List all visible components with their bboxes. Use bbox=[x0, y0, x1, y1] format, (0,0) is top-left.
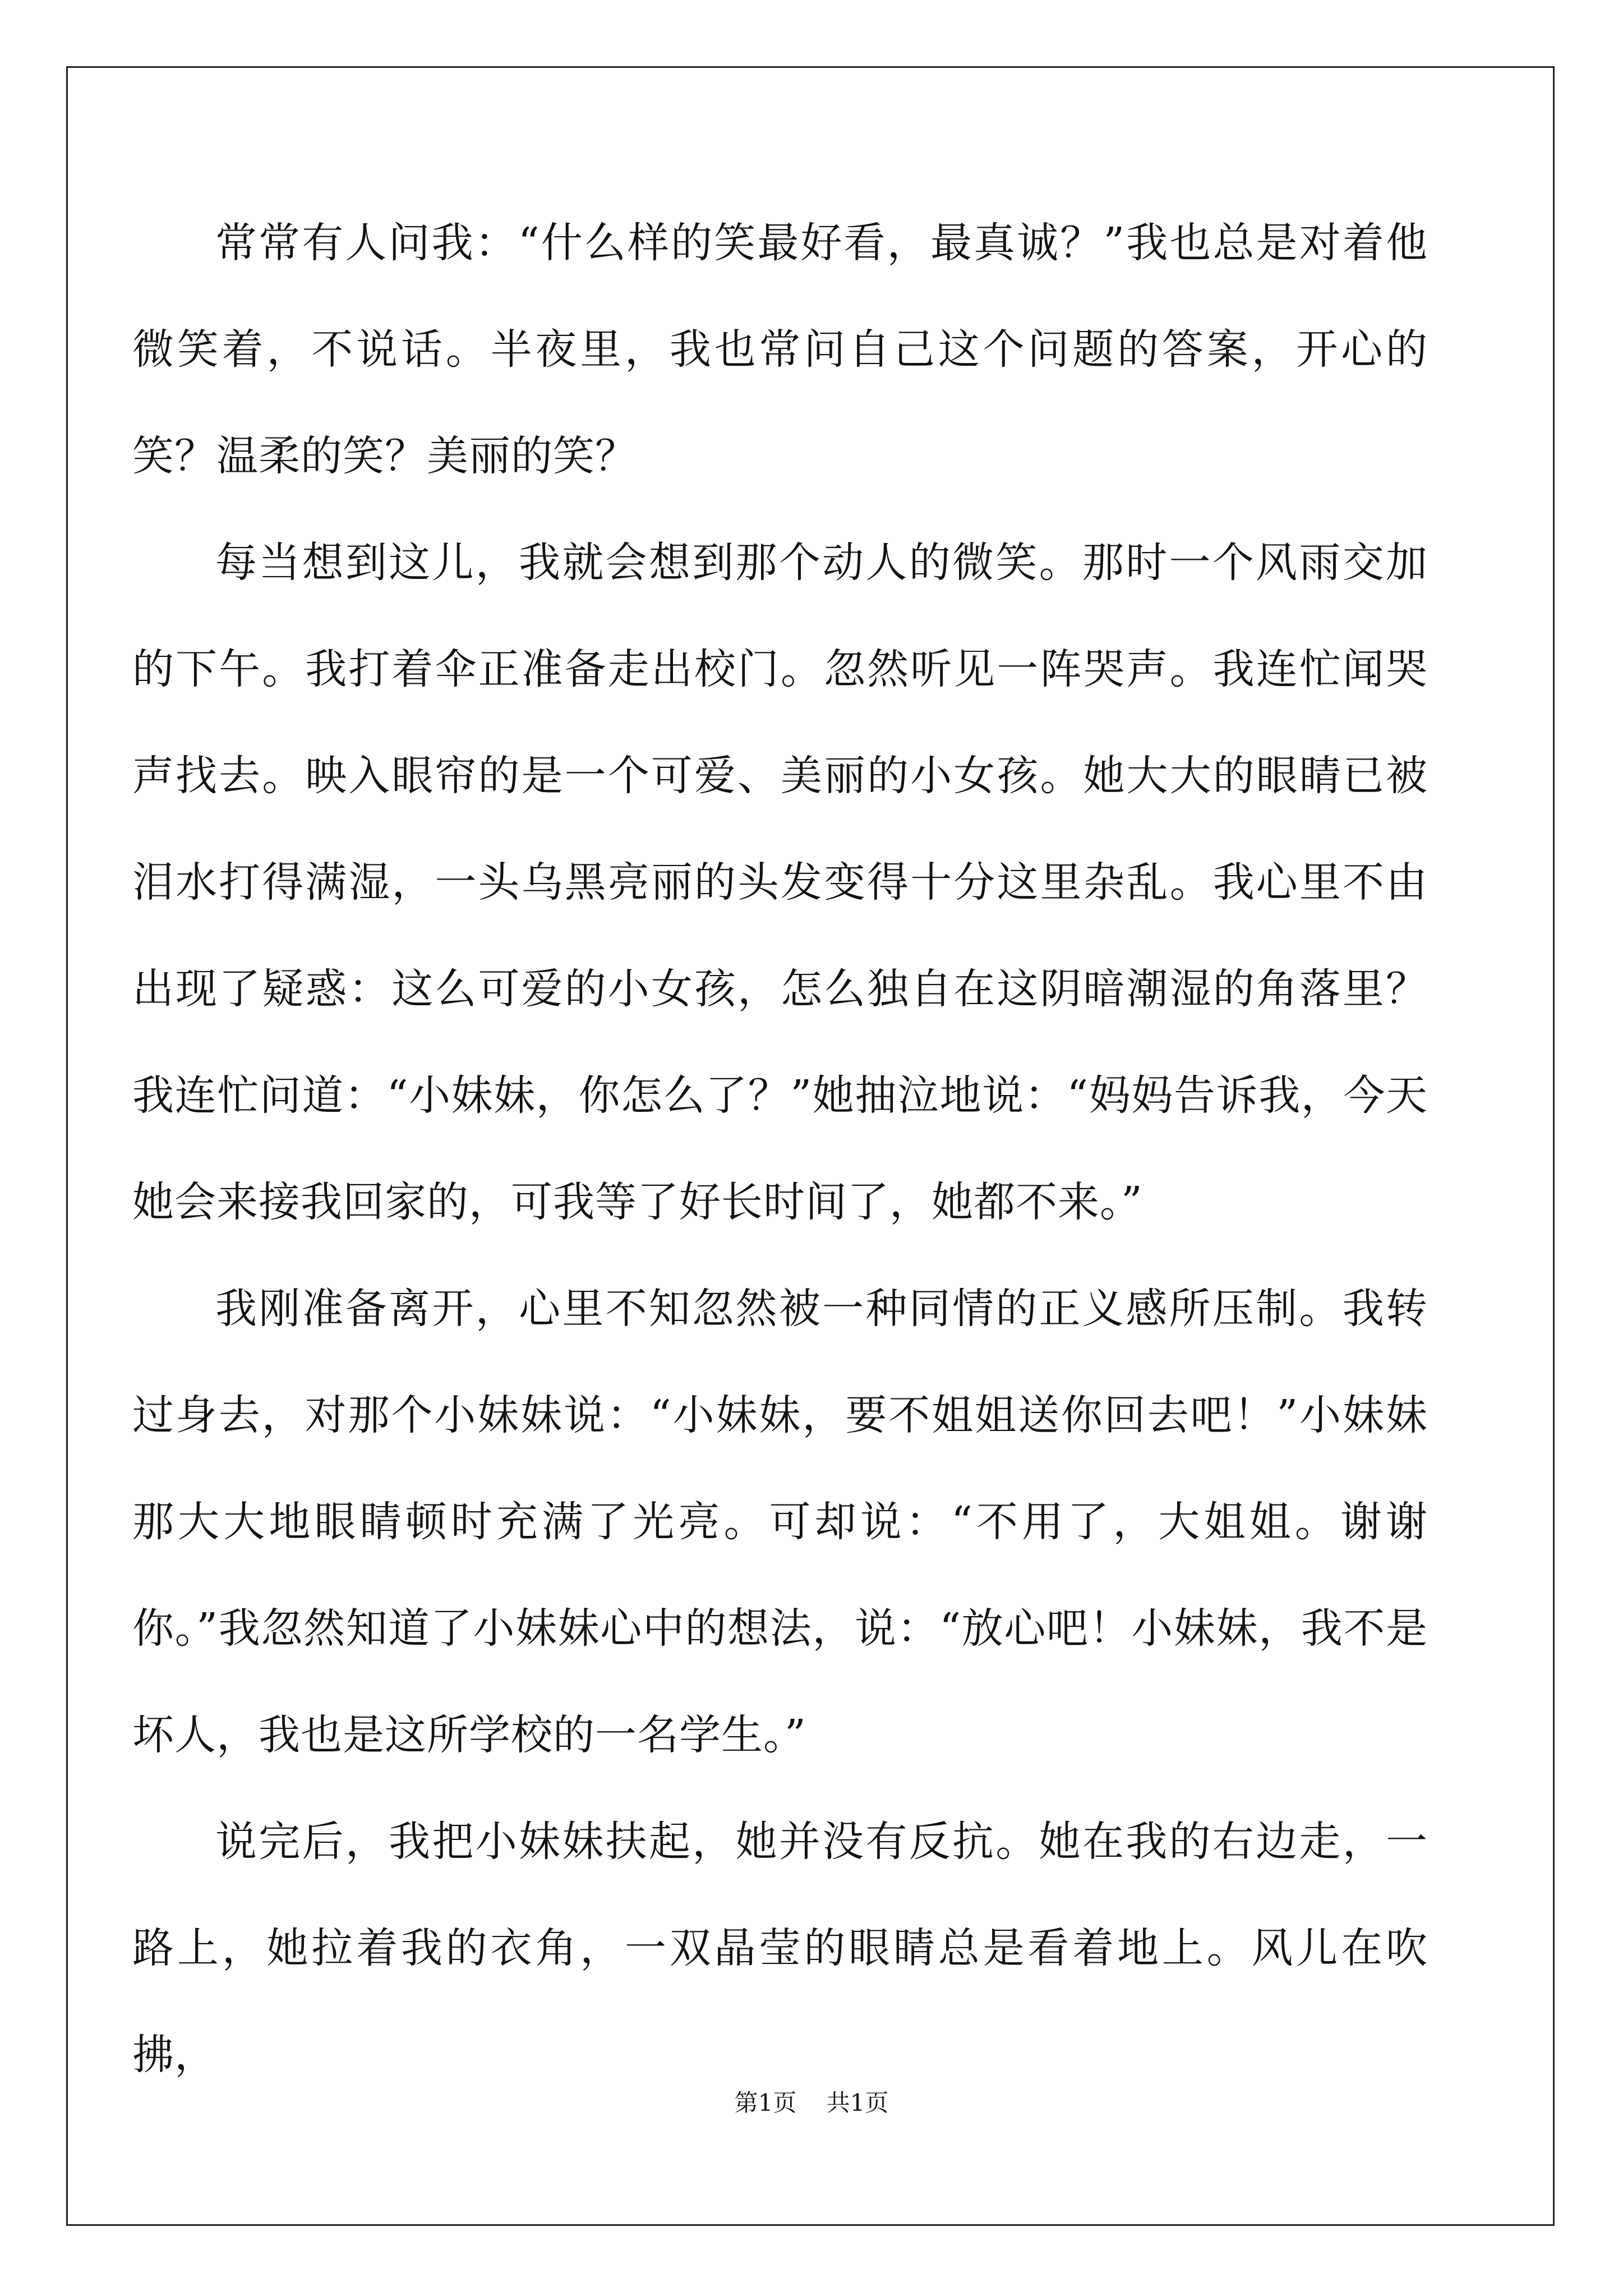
document-body bbox=[132, 190, 1428, 2108]
paragraph-2: 每当想到这儿，我就会想到那个动人的微笑。那时一个风雨交加的下午。我打着伞正准备走出校门。忽然听见一阵哭声。我连忙闻哭声找去。映入眼帘的是一个可爱、美丽的小女孩。她大大的眼睛已被泪水打得满湿，一头乌黑亮丽的头发变得十分这里杂乱。我心里不由出现了疑惑：这么可爱的小女孩，怎么独自在这阴暗潮湿的角落里？我连忙问道：“小妹妹，你怎么了？”她抽泣地说：“妈妈告诉我，今天她会来接我回家的，可我等了好长时间了，她都不来。” bbox=[132, 539, 1428, 1226]
page-number: 第1页 bbox=[734, 2089, 797, 2116]
paragraph-4: 说完后，我把小妹妹扶起，她并没有反抗。她在我的右边走，一路上，她拉着我的衣角，一双晶莹的眼睛总是看着地上。风儿在吹拂， bbox=[132, 1818, 1428, 2079]
paragraph-1: 常常有人问我：“什么样的笑最好看，最真诚？”我也总是对着他微笑着，不说话。半夜里，我也常问自己这个问题的答案，开心的笑？温柔的笑？美丽的笑？ bbox=[132, 219, 1428, 480]
paragraph-3: 我刚准备离开，心里不知忽然被一种同情的正义感所压制。我转过身去，对那个小妹妹说：“小妹妹，要不姐姐送你回去吧！”小妹妹那大大地眼睛顿时充满了光亮。可却说：“不用了，大姐姐。谢谢你。”我忽然知道了小妹妹心中的想法，说：“放心吧！小妹妹，我不是坏人，我也是这所学校的一名学生。” bbox=[132, 1285, 1428, 1759]
page-total: 共1页 bbox=[826, 2089, 889, 2116]
page-footer bbox=[0, 2085, 1623, 2118]
